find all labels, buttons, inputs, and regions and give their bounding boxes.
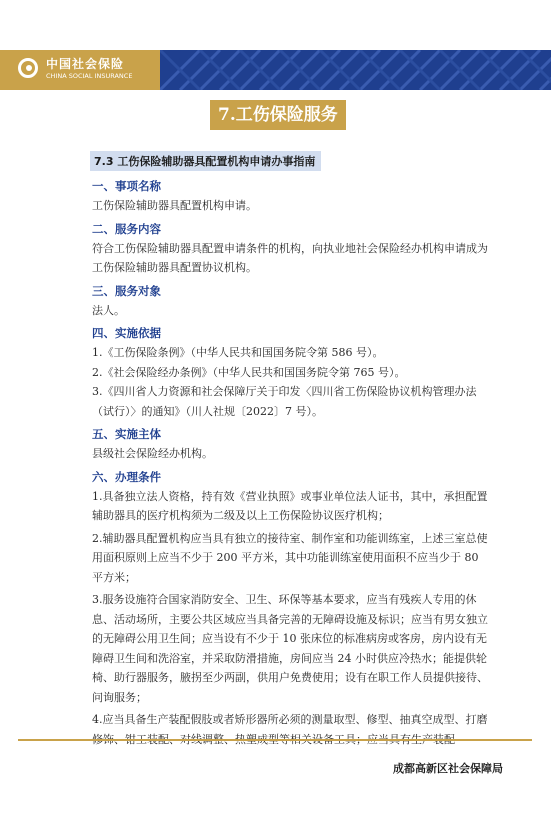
section-paragraph: 1.《工伤保险条例》（中华人民共和国国务院令第 586 号）。: [92, 346, 384, 359]
logo-text-en: CHINA SOCIAL INSURANCE: [46, 72, 133, 80]
section-paragraph: 符合工伤保险辅助器具配置申请条件的机构，向执业地社会保险经办机构申请成为工伤保险辅助器具配置协议机构。: [92, 241, 488, 274]
section-title: 7.工伤保险服务: [210, 100, 346, 130]
social-insurance-logo-icon: [18, 58, 38, 78]
section-heading: 四、实施依据: [92, 326, 161, 340]
header-banner: [0, 50, 551, 90]
section-heading: 六、办理条件: [92, 469, 161, 484]
section-paragraph: 2.辅助器具配置机构应当具有独立的接待室、制作室和功能训练室，上述三室总使用面积原则上应当不少于 200 平方米，其中功能训练室使用面积不应当少于 80 平方米；: [92, 531, 488, 584]
section-paragraph: 4.应当具备生产装配假肢或者矫形器所必须的测量取型、修型、抽真空成型、打磨: [92, 713, 488, 726]
section-service-target: [92, 281, 490, 321]
footer-issuer: 成都高新区社会保障局: [393, 762, 503, 775]
section-heading: 二、服务内容: [92, 221, 161, 236]
section-paragraph: 工伤保险辅助器具配置机构申请。: [92, 199, 257, 212]
section-paragraph: 1.具备独立法人资格，持有效《营业执照》或事业单位法人证书，其中，承担配置辅助器具的医疗机构须为二级及以上工伤保险协议医疗机构；: [92, 489, 488, 522]
section-paragraph: 法人。: [92, 303, 125, 317]
logo: [0, 50, 160, 90]
section-heading: 五、实施主体: [92, 427, 161, 441]
section-heading: 一、事项名称: [92, 179, 161, 193]
section-paragraph: 2.《社会保险经办条例》（中华人民共和国国务院令第 765 号）。: [92, 365, 406, 379]
guide-content: [92, 176, 490, 752]
section-legal-basis: [92, 323, 490, 421]
section-item-name: [92, 176, 490, 216]
section-heading: 三、服务对象: [92, 283, 161, 298]
guide-subtitle: 7.3 工伤保险辅助器具配置机构申请办事指南: [90, 151, 321, 171]
footer-divider: [18, 739, 532, 741]
section-service-content: [92, 219, 490, 278]
section-paragraph: 县级社会保险经办机构。: [92, 447, 213, 460]
header-pattern: [160, 50, 551, 90]
section-conditions: [92, 467, 490, 750]
section-paragraph: 3.《四川省人力资源和社会保障厅关于印发〈四川省工伤保险协议机构管理办法（试行）〉的通知》（川人社规〔2022〕7 号）。: [92, 385, 477, 418]
section-paragraph: 3.服务设施符合国家消防安全、卫生、环保等基本要求，应当有残疾人专用的休息、活动场所，主要公共区域应当具备完善的无障碍设施及标识；应当有男女独立的无障碍公用卫生间；应当设有不少于 10 张床位的标准病房或客房，房内设有无障碍卫生间和洗浴室，并采取防滑措施，房间应当 24 小时供应冷热水；能提供轮椅、助行器服务，腋拐至少两副，供用户免费使用；设有在职工作人员提供接待、问询服务；: [92, 593, 488, 704]
logo-text-cn: 中国社会保险: [46, 57, 125, 71]
section-implementing-body: [92, 424, 490, 464]
